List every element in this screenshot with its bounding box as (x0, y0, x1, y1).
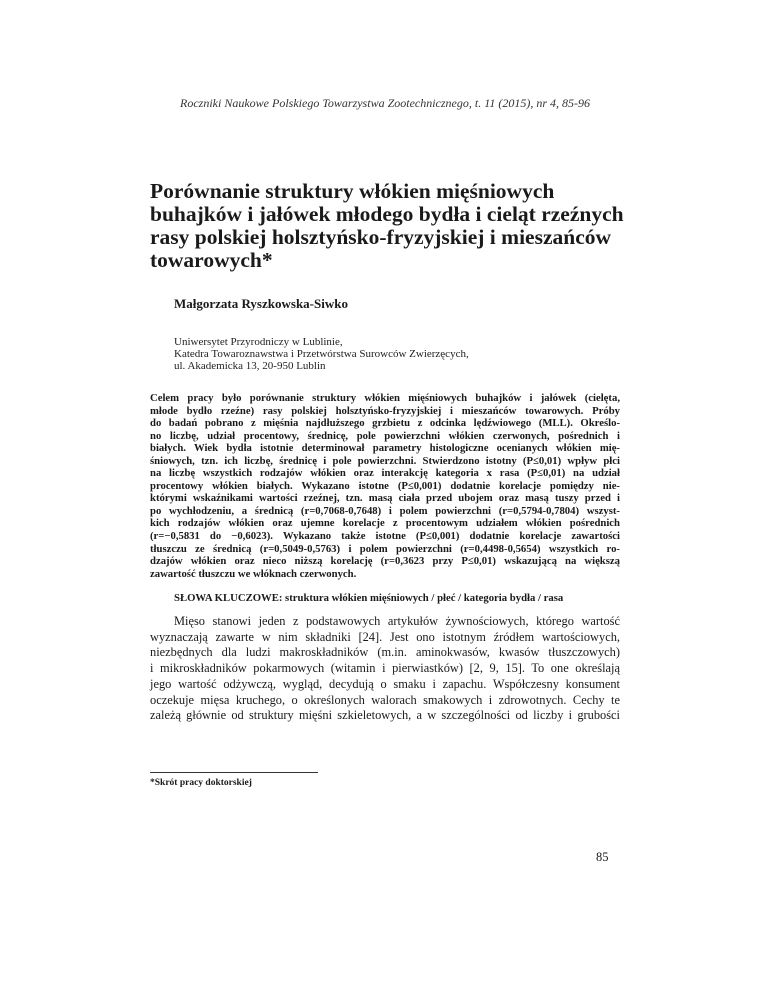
body-line: Mięso stanowi jeden z podstawowych artykułów żywnościowych, którego wartość (174, 614, 620, 628)
journal-header: Roczniki Naukowe Polskiego Towarzystwa Zootechnicznego, t. 11 (2015), nr 4, 85-96 (180, 96, 590, 110)
abstract-line: do badań pobrano z mięśnia najdłuższego grzbietu z odcinka lędźwiowego (MLL). Określo- (150, 417, 620, 430)
abstract (150, 392, 620, 580)
abstract-line: białych. Wiek bydła istotnie determinował parametry histologiczne ocenianych włókien mię- (150, 442, 620, 455)
title-line: rasy polskiej holsztyńsko-fryzyjskiej i mieszańców (150, 225, 612, 249)
body-line: jego wartość odżywczą, wygląd, decydują o smaku i zapachu. Współczesny konsument (150, 676, 620, 691)
body-line: i mikroskładników pokarmowych (witamin i pierwiastków) [2, 9, 15]. To one określają (150, 661, 620, 676)
abstract-line: (r=−0,5831 do −0,6023). Wykazano także istotne (P≤0,001) dodatnie korelacje zawartości (150, 530, 620, 543)
body-line: oczekuje mięsa kruchego, o określonych walorach smakowych i zdrowotnych. Cechy te (150, 692, 620, 707)
title-line: towarowych* (150, 248, 273, 272)
body-line: zależą głównie od struktury mięśni szkieletowych, a w szczególności od liczby i grubości (150, 708, 620, 723)
article-title (150, 180, 630, 272)
author-affiliation (174, 336, 469, 372)
affiliation-line: Uniwersytet Przyrodniczy w Lublinie, (174, 336, 343, 348)
body-line: wyznaczają zawarte w nim składniki [24]. Jest ono istotnym źródłem wartościowych, (150, 629, 620, 644)
abstract-line: którymi wskaźnikami wartości rzeźnej, tzn. masą ciała przed ubojem oraz masą tuszy przed i (150, 492, 620, 505)
keywords: SŁOWA KLUCZOWE: struktura włókien mięśniowych / płeć / kategoria bydła / rasa (174, 592, 564, 604)
abstract-line: dzajów włókien oraz nieco niższą korelację (r=0,3623 przy P≤0,01) wskazującą na większą (150, 555, 620, 568)
title-line: buhajków i jałówek młodego bydła i cieląt rzeźnych (150, 202, 624, 226)
author-name: Małgorzata Ryszkowska-Siwko (174, 296, 348, 311)
affiliation-line: Katedra Towaroznawstwa i Przetwórstwa Surowców Zwierzęcych, (174, 348, 469, 360)
abstract-line: tłuszczu ze średnicą (r=0,5049-0,5763) i polem powierzchni (r=0,4498-0,5654) wszystkich ro- (150, 542, 620, 555)
abstract-line: śniowych, tzn. ich liczbę, średnicę i pole powierzchni. Stwierdzono istotny (P≤0,01) wpływ płci (150, 454, 620, 467)
footnote-divider (150, 772, 318, 773)
abstract-line: na liczbę wszystkich rodzajów włókien oraz interakcję kategoria x rasa (P≤0,01) na udział (150, 467, 620, 480)
abstract-line: procentowy włókien białych. Wykazano istotne (P≤0,001) dodatnie korelacje pomiędzy nie- (150, 479, 620, 492)
abstract-line: młode bydło rzeźne) rasy polskiej holsztyńsko-fryzyjskiej i mieszańców towarowych. Próby (150, 404, 620, 417)
abstract-line: no liczbę, udział procentowy, średnicę, pole powierzchni włókien czerwonych, pośrednich i (150, 429, 620, 442)
abstract-line: Celem pracy było porównanie struktury włókien mięśniowych buhajków i jałówek (cielęta, (150, 392, 620, 404)
abstract-line: kich rodzajów włókien oraz ujemne korelacje z procentowym udziałem włókien pośrednich (150, 517, 620, 530)
footnote: *Skrót pracy doktorskiej (150, 778, 252, 788)
body-line: niezbędnych dla ludzi makroskładników (m.in. aminokwasów, kwasów tłuszczowych) (150, 645, 620, 660)
title-line: Porównanie struktury włókien mięśniowych (150, 179, 555, 203)
page-number: 85 (596, 850, 609, 864)
abstract-line: zawartość tłuszczu we włóknach czerwonych. (150, 567, 357, 580)
body-paragraph (150, 614, 620, 724)
affiliation-line: ul. Akademicka 13, 20-950 Lublin (174, 360, 326, 372)
abstract-line: po wychłodzeniu, a średnicą (r=0,7068-0,7648) i polem powierzchni (r=0,5794-0,7804) wszyst- (150, 504, 620, 517)
